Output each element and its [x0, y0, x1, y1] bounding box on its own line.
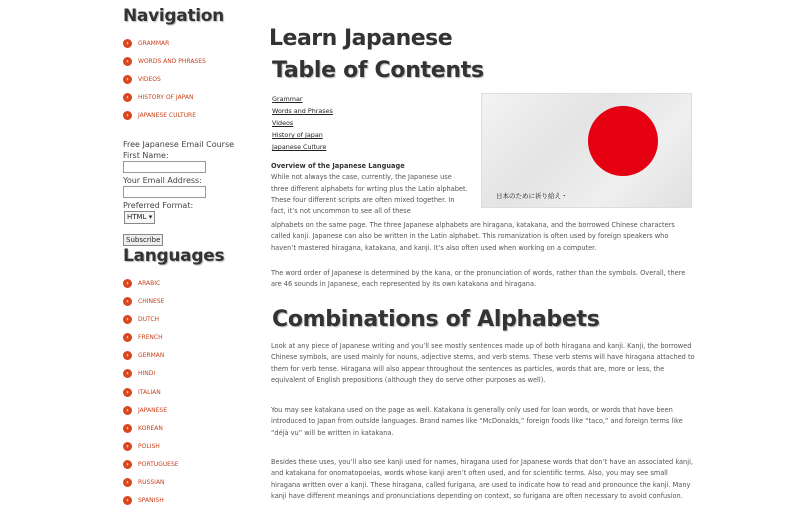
email-input[interactable]	[123, 186, 206, 198]
nav-item-words[interactable]	[123, 52, 258, 70]
language-item-chinese[interactable]	[123, 293, 258, 311]
nav-item-history[interactable]	[123, 88, 258, 106]
language-item-dutch[interactable]	[123, 311, 258, 329]
arrow-bullet-icon: ›	[123, 279, 132, 288]
language-link[interactable]: CHINESE	[138, 298, 165, 306]
nav-item-videos[interactable]	[123, 70, 258, 88]
overview-heading: Overview of the Japanese Language	[271, 162, 405, 170]
site-title: Learn Japanese	[269, 26, 453, 51]
japan-flag-image	[481, 93, 692, 208]
arrow-bullet-icon: ›	[123, 442, 132, 451]
overview-text: While not always the case, currently, the Japanese use three different alphabets for wrting plus the Latin alphabet. These four different scripts are often mixed together. In fact, it’s not uncommon to see all of these	[271, 173, 468, 216]
nav-link[interactable]: JAPANESE CULTURE	[138, 111, 197, 119]
toc-link-history[interactable]: History of Japan	[272, 131, 323, 139]
overview-text-continued: alphabets on the same page. The three Japanese alphabets are hiragana, katakana, and the borrowed Chinese characters called kanji. Japanese can also be written in the Latin alphabet. This romanization is often used by foreign speakers who haven’t mastered hiragana, katakana, and kanji. It’s also often used when working on a computer.	[271, 221, 675, 252]
arrow-bullet-icon: ›	[123, 93, 132, 102]
arrow-bullet-icon: ›	[123, 496, 132, 505]
languages-list	[123, 274, 258, 509]
language-link[interactable]: DUTCH	[138, 316, 160, 324]
toc-links	[272, 93, 333, 153]
language-link[interactable]: JAPANESE	[138, 406, 167, 414]
nav-link[interactable]: HISTORY OF JAPAN	[138, 93, 194, 101]
language-item-portuguese[interactable]	[123, 455, 258, 473]
arrow-bullet-icon: ›	[123, 388, 132, 397]
nav-item-culture[interactable]	[123, 106, 258, 124]
toc-heading: Table of Contents	[272, 58, 484, 83]
nav-heading: Navigation	[123, 6, 224, 26]
language-link[interactable]: ARABIC	[138, 280, 161, 288]
arrow-bullet-icon: ›	[123, 57, 132, 66]
language-item-french[interactable]	[123, 329, 258, 347]
language-link[interactable]: HINDI	[138, 370, 156, 378]
language-link[interactable]: ITALIAN	[138, 388, 161, 396]
combinations-heading: Combinations of Alphabets	[272, 307, 600, 332]
format-select[interactable]: HTML ▾	[124, 211, 155, 224]
nav-link[interactable]: VIDEOS	[138, 75, 161, 83]
arrow-bullet-icon: ›	[123, 333, 132, 342]
subscribe-button[interactable]: Subscribe	[123, 234, 163, 246]
toc-link-culture[interactable]: Japanese Culture	[272, 143, 327, 151]
arrow-bullet-icon: ›	[123, 406, 132, 415]
arrow-bullet-icon: ›	[123, 369, 132, 378]
language-item-arabic[interactable]	[123, 274, 258, 292]
language-link[interactable]: GERMAN	[138, 352, 165, 360]
language-link[interactable]: POLISH	[138, 442, 160, 450]
first-name-label: First Name:	[123, 151, 169, 161]
arrow-bullet-icon: ›	[123, 460, 132, 469]
word-order-paragraph: The word order of Japanese is determined by the kana, or the pronunciation of words, rather than the symbols. Overall, there are 46 sounds in Japanese, each represented by its own katakana and hiragana.	[271, 269, 686, 289]
arrow-bullet-icon: ›	[123, 424, 132, 433]
language-link[interactable]: FRENCH	[138, 334, 163, 342]
format-label: Preferred Format:	[123, 201, 194, 211]
arrow-bullet-icon: ›	[123, 297, 132, 306]
katakana-paragraph: You may see katakana used on the page as well. Katakana is generally only used for loan words, or words that have been introduced to Japan from outside languages. Brand names like “McDonalds,” foreign foods like “taco,” and foreign terms like “déjà vu” will be written in katakana.	[271, 406, 683, 437]
email-course-form	[123, 139, 258, 246]
nav-item-grammar[interactable]	[123, 34, 258, 52]
arrow-bullet-icon: ›	[123, 351, 132, 360]
language-item-german[interactable]	[123, 347, 258, 365]
arrow-bullet-icon: ›	[123, 478, 132, 487]
toc-link-words[interactable]: Words and Phrases	[272, 107, 333, 115]
toc-link-videos[interactable]: Videos	[272, 119, 294, 127]
language-link[interactable]: SPANISH	[138, 497, 164, 505]
nav-link[interactable]: WORDS AND PHRASES	[138, 57, 206, 65]
other-uses-paragraph: Besides these uses, you’ll also see kanji used for names, hiragana used for Japanese words that don’t have an associated kanji, and katakana for onomatopoeias, words whose kanji aren’t often used, and for scientific terms. Also, you may see small hiragana written over a kanji. These hiragana, called furigana, are used to indicate how to read and pronounce the kanji. Many kanji have different meanings and pronunciations depending on context, so furigana are often necessary to avoid confusion.	[271, 458, 693, 500]
combinations-paragraph: Look at any piece of Japanese writing and you’ll see mostly sentences made up of both hiragana and kanji. Kanji, the borrowed Chinese symbols, are used mainly for nouns, adjective stems, and verb stems. These verb stems will have hiragana attached to them for verb tense. Hiragana will also appear throughout the sentences as particles, words that are, more or less, the equivalent of English prepositions (although they do serve other purposes as well).	[271, 342, 695, 384]
language-link[interactable]: RUSSIAN	[138, 479, 165, 487]
arrow-bullet-icon: ›	[123, 111, 132, 120]
language-item-japanese[interactable]	[123, 401, 258, 419]
email-label: Your Email Address:	[123, 176, 202, 186]
language-item-polish[interactable]	[123, 437, 258, 455]
language-item-russian[interactable]	[123, 474, 258, 492]
toc-link-grammar[interactable]: Grammar	[272, 95, 303, 103]
arrow-bullet-icon: ›	[123, 75, 132, 84]
nav-link[interactable]: GRAMMAR	[138, 39, 170, 47]
email-course-heading: Free Japanese Email Course	[123, 140, 235, 150]
language-item-italian[interactable]	[123, 383, 258, 401]
first-name-input[interactable]	[123, 161, 206, 173]
language-item-korean[interactable]	[123, 419, 258, 437]
language-item-hindi[interactable]	[123, 365, 258, 383]
language-link[interactable]: PORTUGUESE	[138, 460, 179, 468]
languages-heading: Languages	[123, 246, 225, 267]
sidebar	[123, 0, 258, 510]
language-item-spanish[interactable]	[123, 492, 258, 510]
language-link[interactable]: KOREAN	[138, 424, 163, 432]
arrow-bullet-icon: ›	[123, 315, 132, 324]
hero-caption: 日本のために祈り給え・	[496, 192, 568, 200]
rising-sun-circle	[588, 106, 658, 176]
overview-paragraph	[271, 161, 471, 217]
nav-list	[123, 34, 258, 124]
arrow-bullet-icon: ›	[123, 39, 132, 48]
